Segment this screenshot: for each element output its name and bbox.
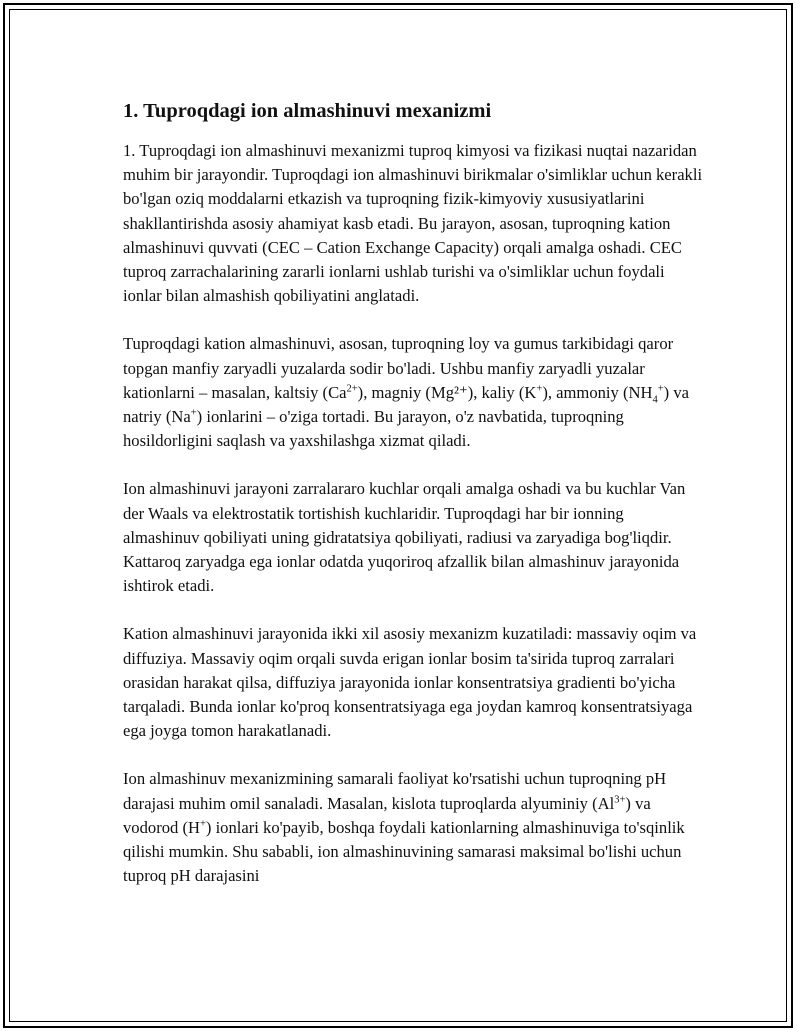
ammonium-subscript: 4	[652, 394, 658, 406]
page-frame	[3, 3, 793, 1028]
paragraph-5-text-a: Ion almashinuv mexanizmining samarali faoliyat ko'rsatishi uchun tuproqning pH darajasi muhim omil sanaladi. Masalan, kislota tuproqlarda alyuminiy (Al	[123, 769, 667, 813]
aluminium-charge: 3+	[614, 794, 626, 806]
paragraph-2-text-b: ), magniy (Mg²⁺), kaliy (K	[357, 382, 537, 402]
paragraph-2-text-c: ), ammoniy (NH	[542, 382, 653, 402]
calcium-charge: 2+	[346, 383, 358, 395]
paragraph-1: 1. Tuproqdagi ion almashinuvi mexanizmi tuproq kimyosi va fizikasi nuqtai nazaridan muhim bir jarayondir. Tuproqdagi ion almashinuvi birikmalar o'simliklar uchun kerakli bo'lgan oziq moddalarni etkazish va tuproqning fizik-kimyoviy xususiyatlarini shakllantirishda asosiy ahamiyat kasb etadi. Bu jarayon, asosan, tuproqning kation almashinuvi quvvati (CEC – Cation Exchange Capacity) orqali amalga oshadi. CEC tuproq zarrachalarining zararli ionlarni ushlab turishi va o'simliklar uchun foydali ionlar bilan almashish qobiliyatini anglatadi.	[123, 141, 703, 306]
document-body	[123, 97, 703, 912]
paragraph-4: Kation almashinuvi jarayonida ikki xil asosiy mexanizm kuzatiladi: massaviy oqim va diffuziya. Massaviy oqim orqali suvda erigan ionlar bosim ta'sirida tuproq zarralari orasidan harakat qilsa, diffuziya jarayonida ionlar konsentratsiya gradienti bo'yicha tarqaladi. Bunda ionlar ko'proq konsentratsiyaga ega joydan kamroq konsentratsiyaga ega joyga tomon harakatlanadi.	[123, 624, 697, 741]
paragraph-2-text-a: Tuproqdagi kation almashinuvi, asosan, tuproqning loy va gumus tarkibidagi qaror topgan manfiy zaryadli yuzalarda sodir bo'ladi. Ushbu manfiy zaryadli yuzalar kationlarni – masalan, kaltsiy (Ca	[123, 334, 674, 402]
paragraph-5-text-b: ) va vodorod (H	[123, 793, 651, 837]
paragraph-5	[123, 767, 703, 888]
paragraph-3: Ion almashinuvi jarayoni zarralararo kuchlar orqali amalga oshadi va bu kuchlar Van der Waals va elektrostatik tortishish kuchlaridir. Tuproqdagi har bir ionning almashinuv qobiliyati uning gidratatsiya qobiliyati, radiusi va zaryadiga bog'liqdir. Kattaroq zaryadga ega ionlar odatda yuqoriroq afzallik bilan almashinuv jarayonida ishtirok etadi.	[123, 479, 686, 596]
paragraph-5-text-c: ) ionlari ko'payib, boshqa foydali kationlarning almashinuviga to'sqinlik qilishi mumkin. Shu sababli, ion almashinuvining samarasi maksimal bo'lishi uchun tuproq pH darajasini	[123, 817, 685, 886]
sodium-charge: +	[190, 407, 197, 419]
section-heading: 1. Tuproqdagi ion almashinuvi mexanizmi	[123, 100, 492, 122]
paragraph-2	[123, 332, 703, 453]
paragraph-2-text-e: ) ionlarini – o'ziga tortadi. Bu jarayon, o'z navbatida, tuproqning hosildorligini saqlash va yaxshilashga xizmat qiladi.	[123, 407, 624, 451]
ammonium-charge: +	[657, 383, 664, 395]
potassium-charge: +	[536, 383, 543, 395]
paragraph-2-text-d: ) va natriy (Na	[123, 382, 689, 427]
hydrogen-charge: +	[199, 818, 206, 830]
